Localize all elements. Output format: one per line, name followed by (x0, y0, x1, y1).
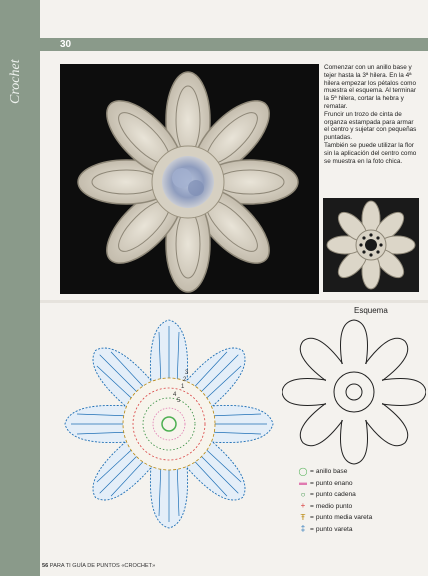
header-bar (40, 38, 428, 51)
main-flower-photo (60, 64, 319, 294)
svg-text:3: 3 (185, 370, 189, 376)
svg-text:4: 4 (173, 392, 177, 398)
footer-page-number: 56 (42, 563, 49, 569)
pattern-number: 30 (60, 39, 72, 50)
page-footer (42, 563, 155, 569)
scheme-title: Esquema (354, 306, 388, 315)
legend-item: + = medio punto (296, 501, 416, 513)
svg-text:1: 1 (181, 384, 185, 390)
instructions-text (324, 64, 420, 165)
stitch-diagram (54, 312, 284, 537)
scheme-outline (282, 318, 426, 466)
small-flower-photo (323, 198, 419, 292)
legend-item: ▬ = punto enano (296, 478, 416, 490)
svg-text:2: 2 (183, 377, 187, 383)
instruction-paragraph: Fruncir un trozo de cinta de organza estampada para armar el centro y sujetar con pequeñas puntadas. (324, 110, 417, 142)
medio-punto-icon: + (300, 501, 306, 511)
section-label: Crochet (8, 59, 23, 104)
instruction-paragraph: Comenzar con un anillo base y tejer hasta la 3ª hilera. En la 4ª hilera empezar los pétalos como muestra el esquema. Al terminar la 5ª hilera, cortar la hebra y rematar. (324, 64, 416, 110)
punto-vareta-icon: ‡ (300, 524, 306, 534)
instruction-paragraph: También se puede utilizar la flor sin la aplicación del centro como se muestra en la foto chica. (324, 141, 417, 165)
footer-text: PARA TI GUÍA DE PUNTOS (49, 563, 120, 569)
anillo-base-icon: ◯ (298, 466, 308, 476)
punto-enano-icon: ▬ (299, 478, 307, 488)
punto-cadena-icon: ○ (300, 489, 306, 499)
sidebar-strip (0, 0, 40, 576)
footer-brand: «CROCHET» (121, 563, 156, 569)
legend-item: ○ = punto cadena (296, 489, 416, 501)
section-divider (40, 300, 428, 303)
legend-item: ‡ = punto vareta (296, 524, 416, 536)
legend-item: Ŧ = punto media vareta (296, 512, 416, 524)
legend (296, 466, 416, 535)
punto-media-vareta-icon: Ŧ (300, 512, 306, 522)
legend-item: ◯ = anillo base (296, 466, 416, 478)
svg-text:5: 5 (177, 398, 181, 404)
